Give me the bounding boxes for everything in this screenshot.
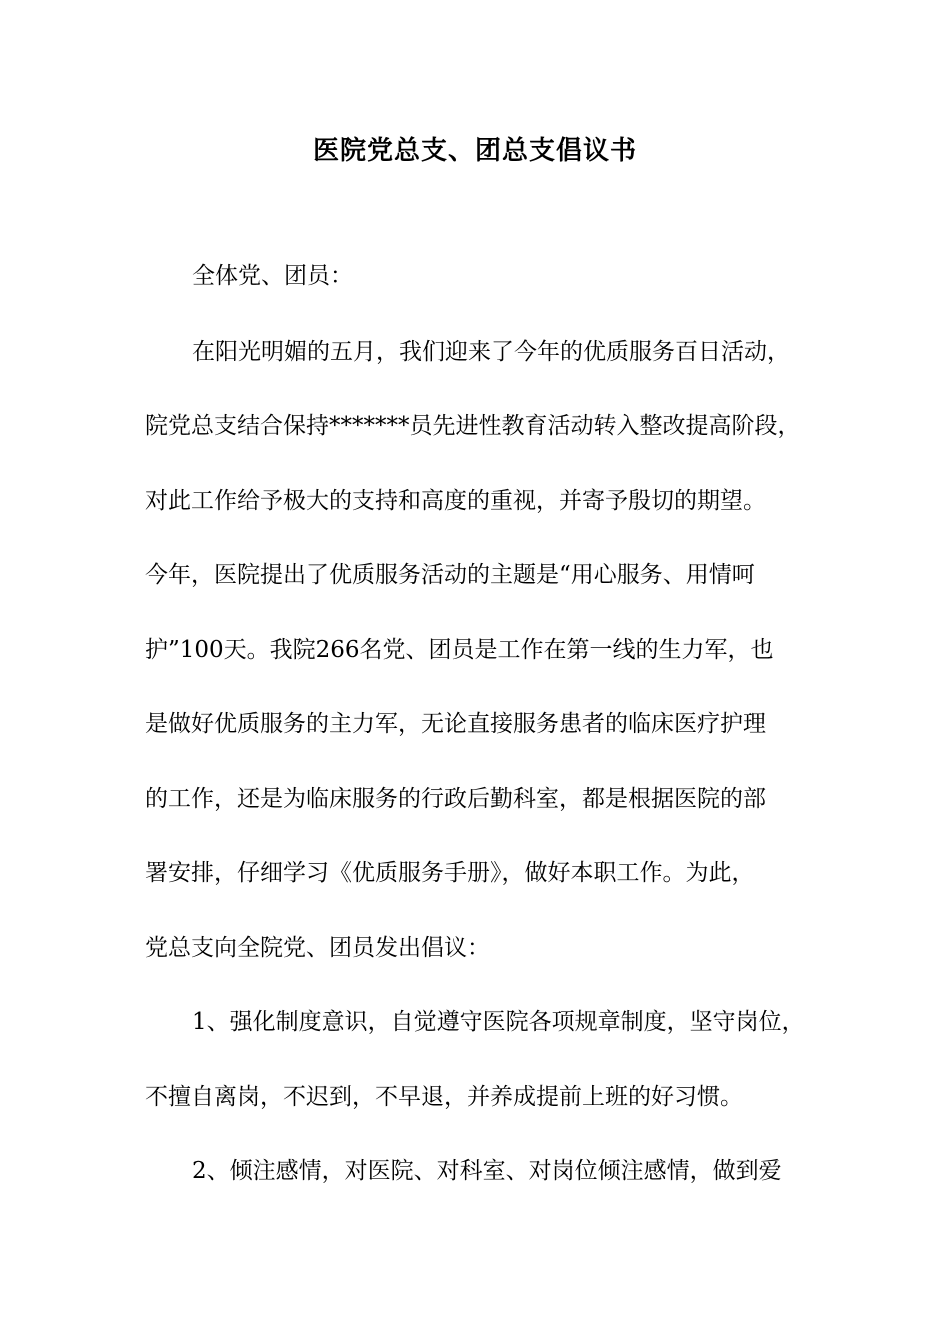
list-item: 1、强化制度意识，自觉遵守医院各项规章制度，坚守岗位， [192,1009,805,1035]
paragraph-line: 不擅自离岗，不迟到，不早退，并养成提前上班的好习惯。 [145,1084,743,1110]
list-item: 2、倾注感情，对医院、对科室、对岗位倾注感情，做到爱 [192,1158,782,1184]
paragraph-line: 党总支向全院党、团员发出倡议： [145,935,490,961]
paragraph-line: 是做好优质服务的主力军，无论直接服务患者的临床医疗护理 [145,711,766,737]
salutation: 全体党、团员： [192,263,353,289]
paragraph-line: 在阳光明媚的五月，我们迎来了今年的优质服务百日活动， [192,339,790,365]
paragraph-line: 署安排，仔细学习《优质服务手册》，做好本职工作。为此， [145,860,755,886]
paragraph-line: 院党总支结合保持*******员先进性教育活动转入整改提高阶段， [145,413,801,439]
paragraph-line: 今年，医院提出了优质服务活动的主题是“用心服务、用情呵 [145,562,755,588]
paragraph-line: 的工作，还是为临床服务的行政后勤科室，都是根据医院的部 [145,786,766,812]
document-title: 医院党总支、团总支倡议书 [312,136,637,166]
paragraph-line: 护”100天。我院266名党、团员是工作在第一线的生力军，也 [145,637,774,663]
paragraph-line: 对此工作给予极大的支持和高度的重视，并寄予殷切的期望。 [145,488,766,514]
